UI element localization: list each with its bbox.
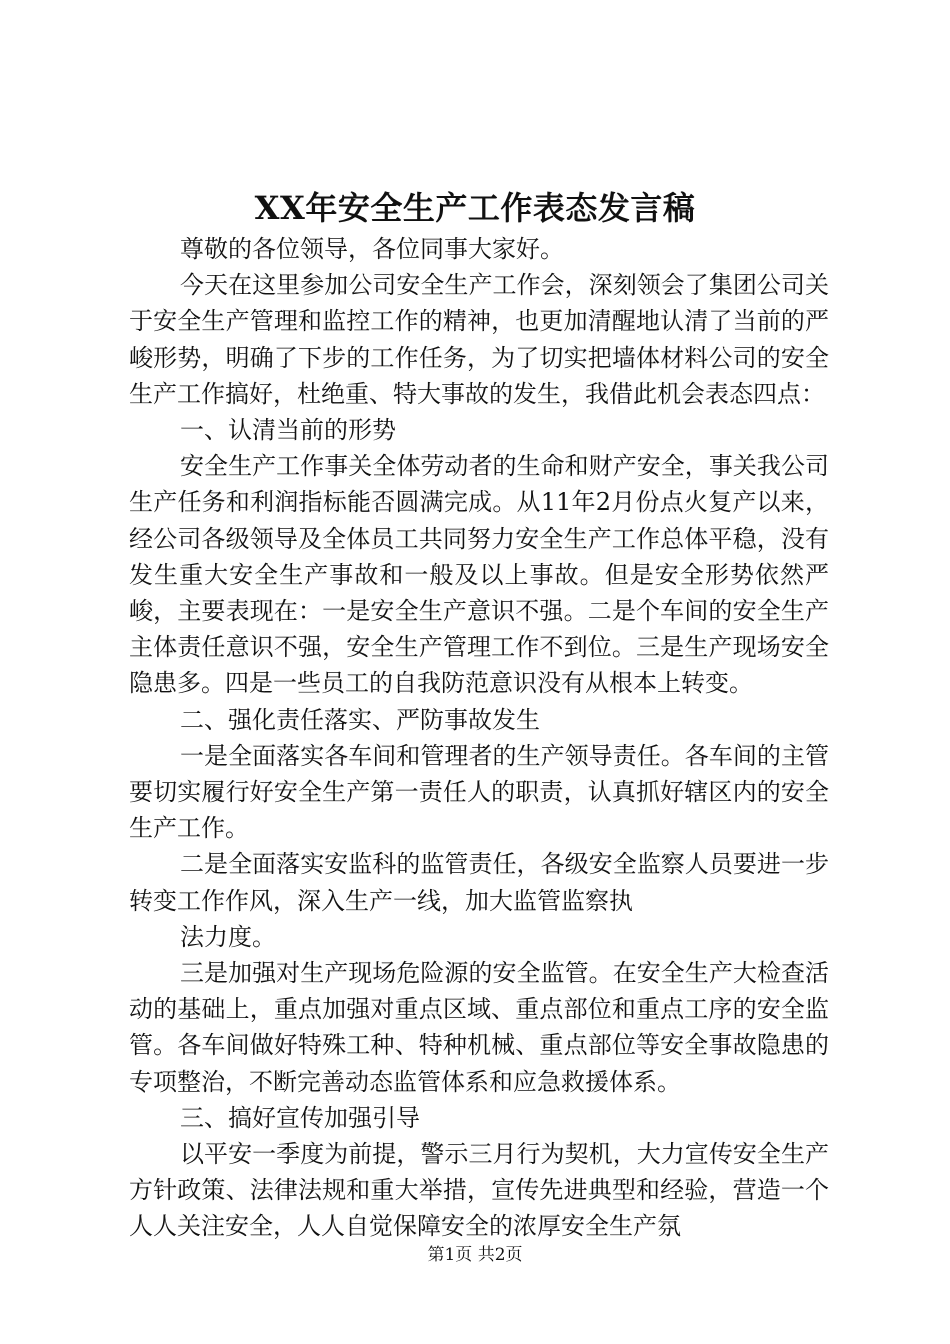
body-paragraph: 以平安一季度为前提，警示三月行为契机，大力宣传安全生产方针政策、法律法规和重大举措，宣传先进典型和经验，营造一个人人关注安全，人人自觉保障安全的浓厚安全生产氛: [129, 1140, 829, 1241]
intro-paragraph: 今天在这里参加公司安全生产工作会，深刻领会了集团公司关于安全生产管理和监控工作的精神，也更加清醒地认清了当前的严峻形势，明确了下步的工作任务，为了切实把墙体材料公司的安全生产工作搞好，杜绝重、特大事故的发生，我借此机会表态四点：: [129, 271, 829, 408]
document-body: [129, 231, 829, 1245]
section-heading-2: 二、强化责任落实、严防事故发生: [180, 705, 540, 734]
section-heading-3: 三、搞好宣传加强引导: [180, 1103, 420, 1132]
body-paragraph-continuation: 法力度。: [180, 922, 276, 951]
body-paragraph: 二是全面落实安监科的监管责任，各级安全监察人员要进一步转变工作作风，深入生产一线，加大监管监察执: [129, 850, 829, 915]
document-title: XX年安全生产工作表态发言稿: [254, 189, 696, 227]
body-paragraph: 安全生产工作事关全体劳动者的生命和财产安全，事关我公司生产任务和利润指标能否圆满完成。从11年2月份点火复产以来，经公司各级领导及全体员工共同努力安全生产工作总体平稳，没有发生重大安全生产事故和一般及以上事故。但是安全形势依然严峻，主要表现在：一是安全生产意识不强。二是个车间的安全生产主体责任意识不强，安全生产管理工作不到位。三是生产现场安全隐患多。四是一些员工的自我防范意识没有从根本上转变。: [129, 452, 829, 698]
body-paragraph: 三是加强对生产现场危险源的安全监管。在安全生产大检查活动的基础上，重点加强对重点区域、重点部位和重点工序的安全监管。各车间做好特殊工种、特种机械、重点部位等安全事故隐患的专项整治，不断完善动态监管体系和应急救援体系。: [129, 959, 829, 1096]
greeting-paragraph: 尊敬的各位领导，各位同事大家好。: [180, 235, 564, 263]
page-footer: 第1页 共2页: [427, 1245, 523, 1265]
body-paragraph: 一是全面落实各车间和管理者的生产领导责任。各车间的主管要切实履行好安全生产第一责任人的职责，认真抓好辖区内的安全生产工作。: [129, 741, 829, 843]
section-heading-1: 一、认清当前的形势: [180, 416, 396, 445]
